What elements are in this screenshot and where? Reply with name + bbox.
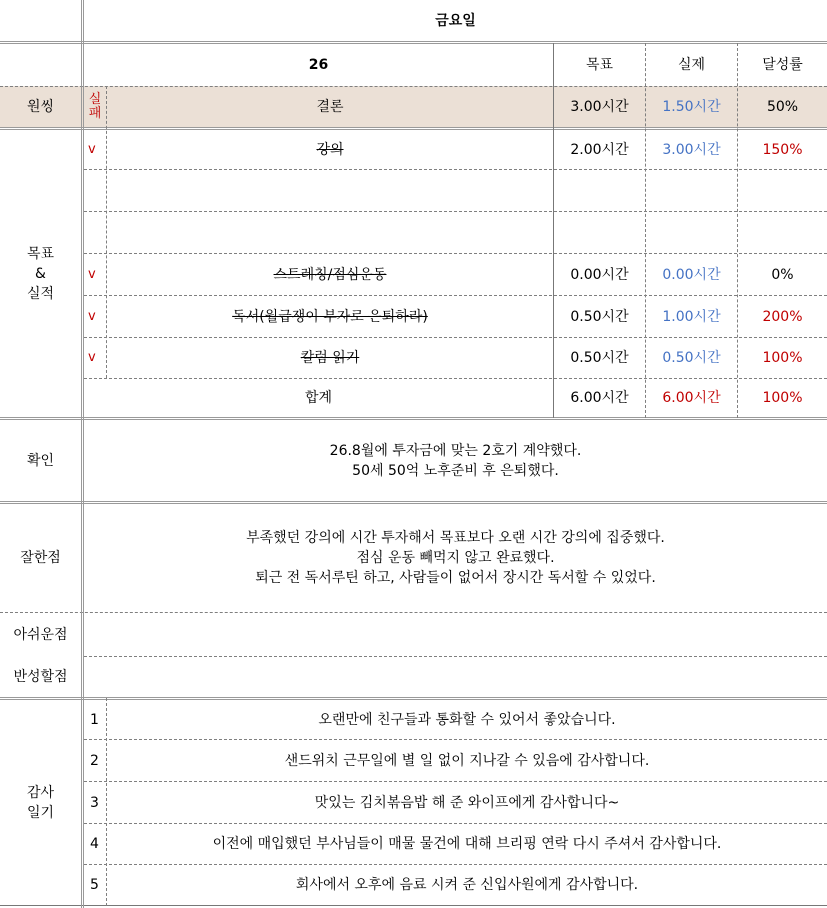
goal-task[interactable]: 칼럼 읽기 [300, 350, 360, 366]
gratitude-label [0, 700, 81, 905]
fail-mark [84, 87, 106, 127]
good-label: 잘한점 [20, 550, 61, 566]
goal-target[interactable]: 2.00시간 [570, 141, 629, 158]
onething-actual[interactable]: 1.50시간 [662, 99, 721, 115]
goals-label-line1: 목표 [26, 245, 55, 262]
gratitude-number: 5 [90, 877, 99, 893]
gratitude-label-line2: 일기 [26, 804, 55, 821]
divider [84, 169, 827, 170]
regret-label: 아쉬운점 [13, 626, 68, 643]
goal-actual[interactable]: 1.00시간 [662, 308, 721, 325]
reflect-label: 반성할점 [13, 669, 68, 685]
done-mark[interactable]: v [88, 266, 96, 282]
gratitude-item[interactable]: 오랜만에 친구들과 통화할 수 있어서 좋았습니다. [318, 711, 616, 728]
onething-label: 원씽 [26, 99, 55, 115]
goals-label-line2: & [35, 265, 46, 282]
confirm-line: 50세 50억 노후준비 후 은퇴했다. [352, 462, 559, 479]
goal-target[interactable]: 0.00시간 [570, 266, 629, 283]
divider [0, 905, 827, 906]
good-text[interactable] [84, 504, 827, 612]
goal-rate: 200% [762, 308, 803, 325]
gratitude-label-line1: 감사 [26, 784, 55, 801]
confirm-label: 확인 [26, 452, 55, 469]
confirm-text[interactable] [84, 420, 827, 501]
goal-target[interactable]: 0.50시간 [570, 350, 629, 366]
goal-rate: 150% [762, 141, 803, 158]
divider [84, 211, 827, 212]
confirm-line: 26.8월에 투자금에 맞는 2호기 계약했다. [329, 442, 582, 459]
gratitude-item[interactable]: 샌드위치 근무일에 별 일 없이 지나갈 수 있음에 감사합니다. [284, 752, 650, 769]
gratitude-item[interactable]: 이전에 매입했던 부사님들이 매물 물건에 대해 브리핑 연락 다시 주셔서 감사합니다. [212, 836, 722, 852]
regret-text[interactable] [84, 613, 827, 656]
target-header: 목표 [585, 57, 614, 73]
rate-header: 달성률 [762, 57, 803, 73]
goal-task[interactable]: 스트레칭/점심운동 [273, 266, 387, 283]
done-mark[interactable]: v [88, 350, 96, 365]
gratitude-number: 1 [90, 711, 99, 728]
onething-target[interactable]: 3.00시간 [570, 99, 629, 115]
onething-rate: 50% [766, 99, 799, 115]
goal-actual[interactable]: 0.00시간 [662, 266, 721, 283]
actual-header: 실제 [677, 57, 706, 73]
goal-target[interactable]: 0.50시간 [570, 308, 629, 325]
goal-actual[interactable]: 0.50시간 [662, 350, 721, 366]
goal-rate: 100% [762, 350, 803, 366]
good-line: 부족했던 강의에 시간 투자해서 목표보다 오랜 시간 강의에 집중했다. [246, 530, 665, 546]
onething-task[interactable]: 결론 [316, 99, 344, 115]
day-title: 금요일 [435, 12, 476, 29]
done-mark[interactable]: v [88, 141, 96, 157]
goal-rate: 0% [771, 266, 794, 283]
fail-mark-line2: 패 [88, 106, 102, 121]
gratitude-number: 3 [90, 794, 99, 811]
done-mark[interactable]: v [88, 308, 96, 324]
good-line: 퇴근 전 독서루틴 하고, 사람들이 없어서 장시간 독서할 수 있었다. [255, 570, 656, 586]
fail-mark-line1: 실 [88, 92, 102, 107]
date-header: 26 [308, 57, 329, 73]
gratitude-number: 2 [90, 752, 99, 769]
goals-label [0, 130, 81, 417]
gratitude-item[interactable]: 회사에서 오후에 음료 시켜 준 신입사원에게 감사합니다. [295, 877, 639, 893]
goal-actual[interactable]: 3.00시간 [662, 141, 721, 158]
total-actual: 6.00시간 [662, 390, 721, 406]
goals-label-line3: 실적 [26, 285, 55, 302]
gratitude-number: 4 [90, 836, 99, 852]
gratitude-item[interactable]: 맛있는 김치볶음밥 해 준 와이프에게 감사합니다~ [314, 794, 620, 811]
total-target: 6.00시간 [570, 390, 629, 406]
total-rate: 100% [762, 390, 803, 406]
total-label: 합계 [304, 390, 333, 406]
reflect-text[interactable] [84, 657, 827, 697]
goal-task[interactable]: 강의 [316, 141, 344, 158]
good-line: 점심 운동 빼먹지 않고 완료했다. [356, 550, 555, 566]
goal-task[interactable]: 독서(월급쟁이 부자로 은퇴하라) [232, 308, 428, 325]
